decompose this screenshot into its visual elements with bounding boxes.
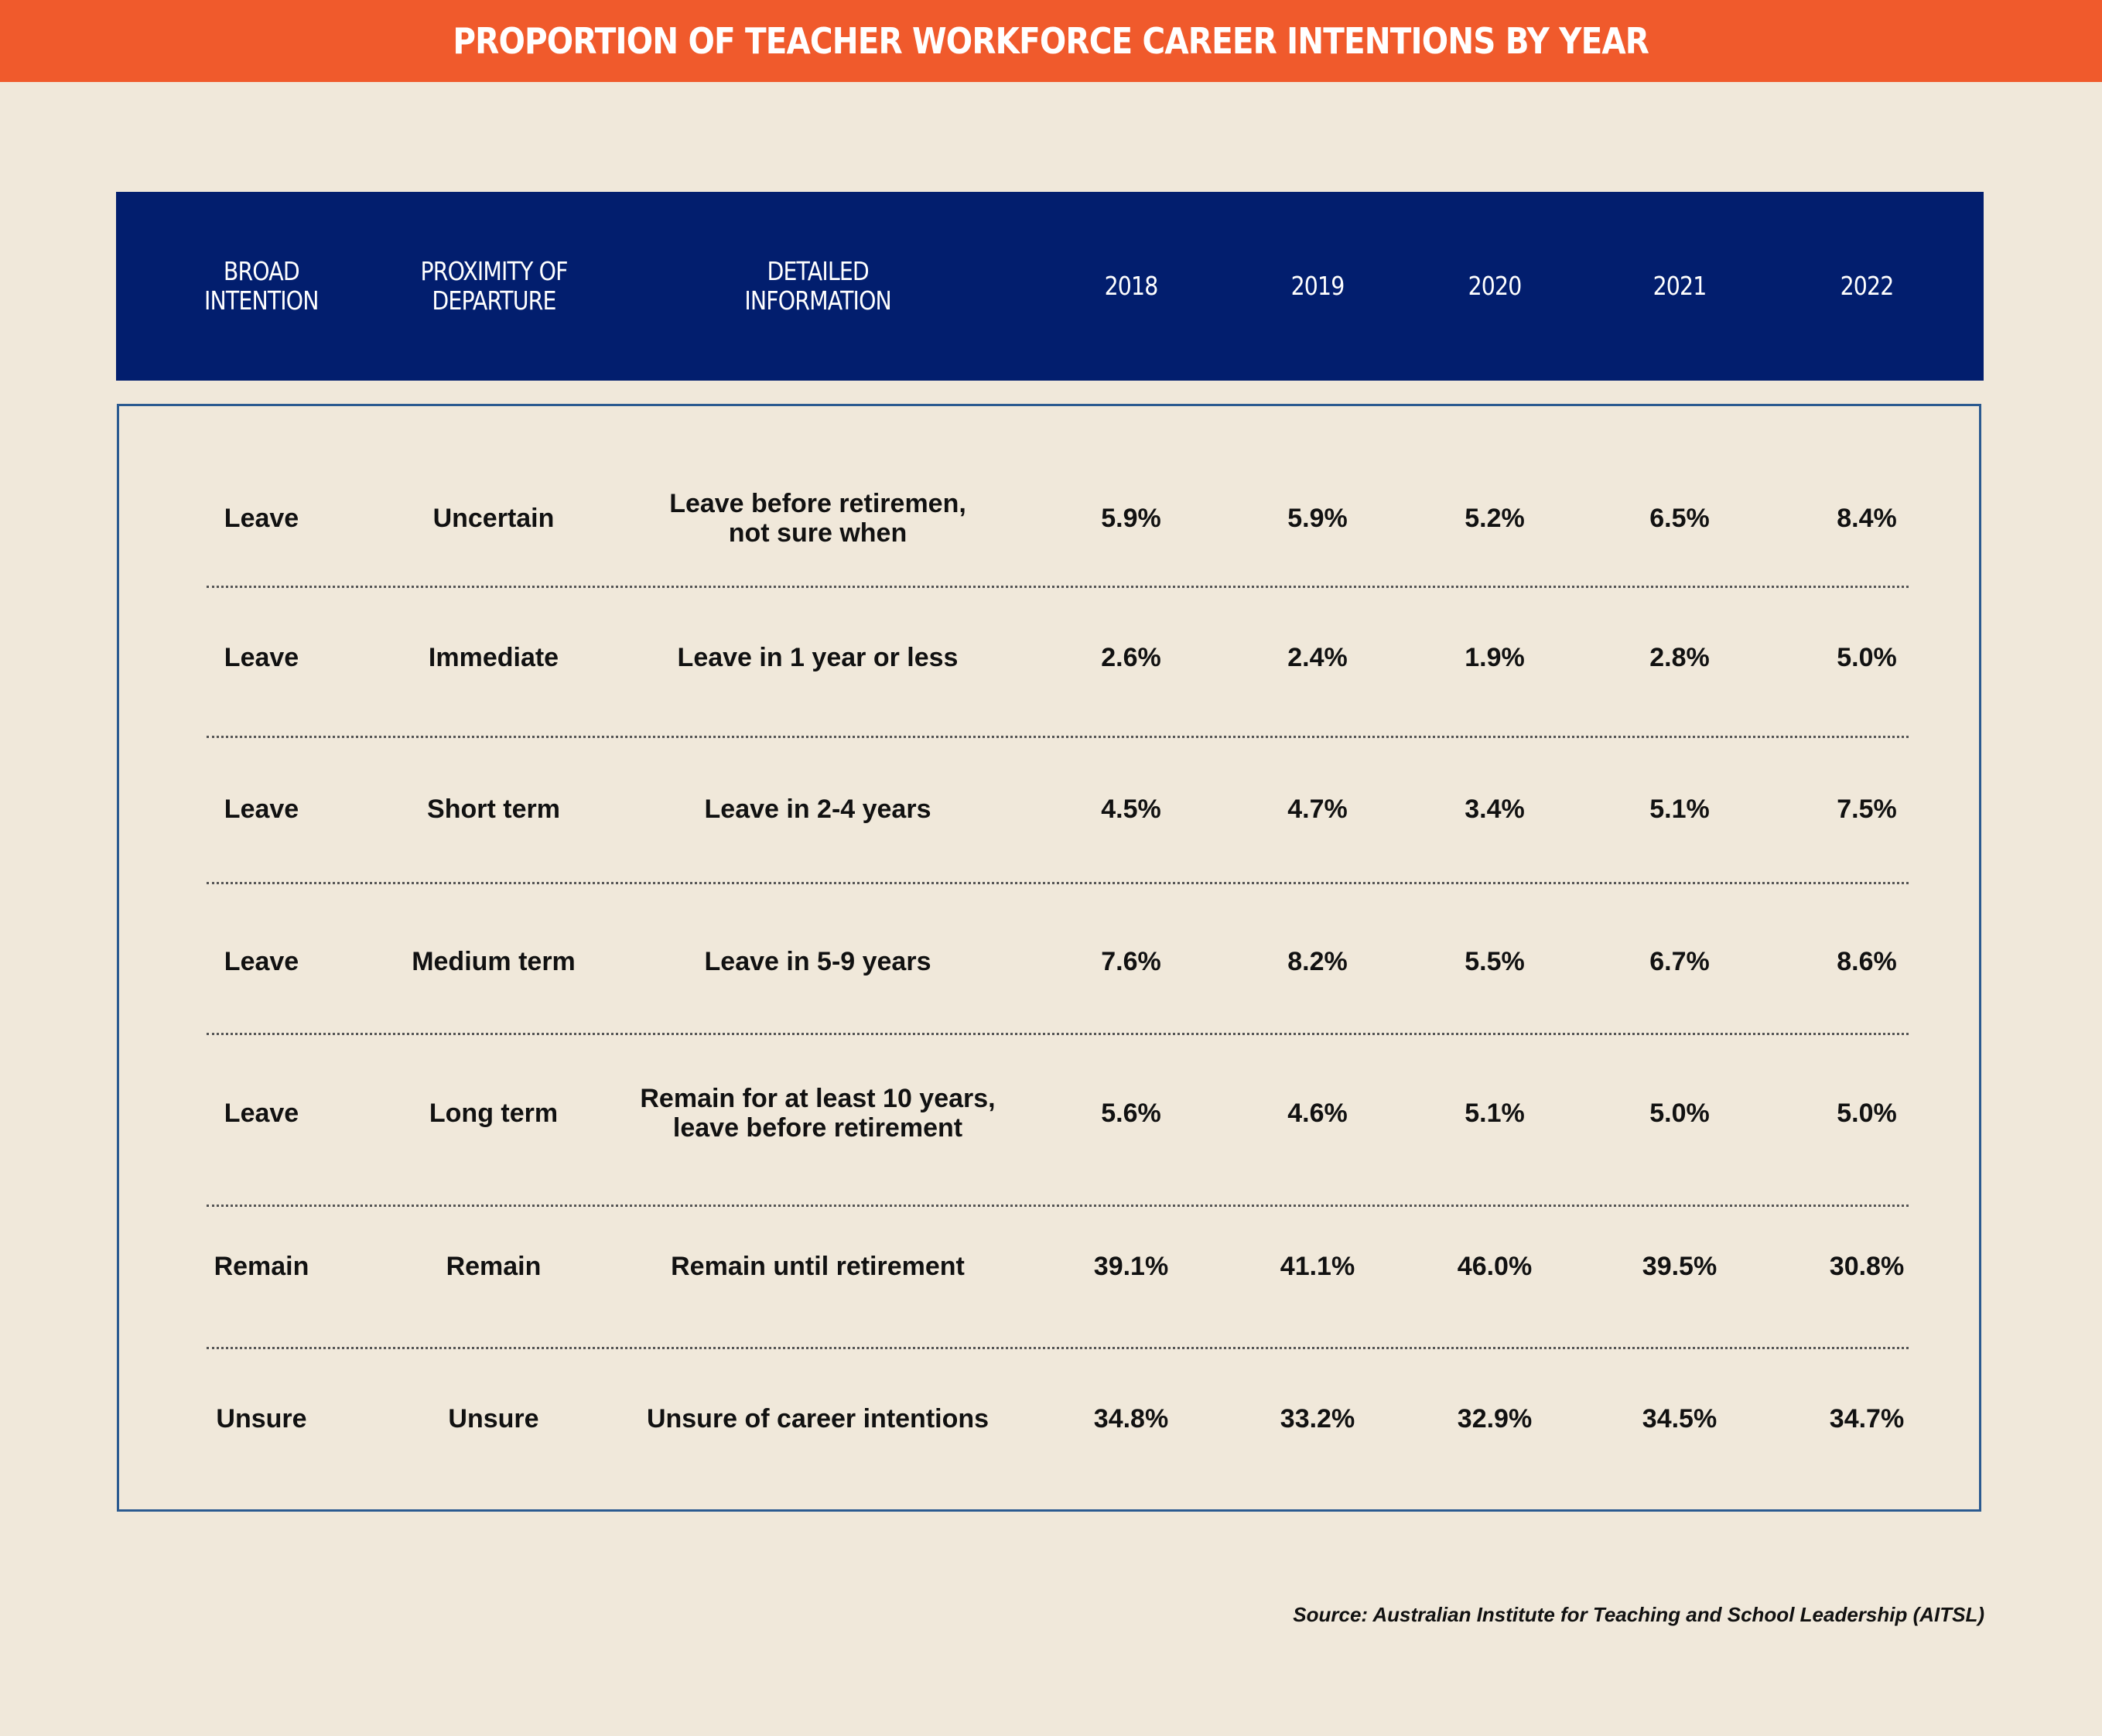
value-2018-cell: 5.6%: [1101, 1099, 1161, 1128]
value-2020-cell: 3.4%: [1465, 795, 1525, 824]
row-divider: [207, 882, 1909, 884]
value-2022-cell: 34.7%: [1829, 1404, 1905, 1434]
broad-intention-cell: Leave: [224, 947, 299, 976]
broad-intention-cell: Leave: [224, 795, 299, 824]
broad-intention-cell: Leave: [224, 1099, 299, 1128]
value-2018-cell: 2.6%: [1101, 643, 1161, 672]
broad-intention-cell: Unsure: [216, 1404, 307, 1434]
value-2019-cell: 33.2%: [1280, 1404, 1355, 1434]
value-2022-cell: 5.0%: [1837, 643, 1897, 672]
value-2019-cell: 41.1%: [1280, 1252, 1355, 1281]
proximity-cell: Long term: [429, 1099, 559, 1128]
detailed-info-cell: Remain for at least 10 years, leave before retirement: [640, 1084, 996, 1143]
proximity-cell: Uncertain: [432, 504, 555, 533]
proximity-cell: Immediate: [428, 643, 559, 672]
value-2022-cell: 7.5%: [1837, 795, 1897, 824]
header-year-2022: 2022: [1840, 271, 1894, 301]
header-year-2020: 2020: [1468, 271, 1522, 301]
value-2018-cell: 39.1%: [1093, 1252, 1169, 1281]
value-2022-cell: 5.0%: [1837, 1099, 1897, 1128]
value-2021-cell: 39.5%: [1642, 1252, 1717, 1281]
row-divider: [207, 1205, 1909, 1207]
value-2022-cell: 8.4%: [1837, 504, 1897, 533]
value-2021-cell: 5.0%: [1649, 1099, 1710, 1128]
broad-intention-cell: Leave: [224, 504, 299, 533]
proximity-cell: Remain: [446, 1252, 542, 1281]
broad-intention-cell: Remain: [214, 1252, 309, 1281]
row-divider: [207, 1033, 1909, 1035]
header-proximity: PROXIMITY OF DEPARTURE: [419, 256, 568, 316]
header-broad-intention: BROAD INTENTION: [204, 256, 319, 316]
value-2021-cell: 6.5%: [1649, 504, 1710, 533]
title-bar: [0, 0, 2102, 82]
value-2018-cell: 5.9%: [1101, 504, 1161, 533]
value-2019-cell: 8.2%: [1287, 947, 1348, 976]
detailed-info-cell: Remain until retirement: [671, 1252, 965, 1281]
header-year-2019: 2019: [1290, 271, 1345, 301]
row-divider: [207, 736, 1909, 738]
header-detailed-info: DETAILED INFORMATION: [744, 256, 891, 316]
value-2021-cell: 5.1%: [1649, 795, 1710, 824]
proximity-cell: Unsure: [448, 1404, 539, 1434]
value-2018-cell: 7.6%: [1101, 947, 1161, 976]
value-2019-cell: 4.6%: [1287, 1099, 1348, 1128]
value-2021-cell: 6.7%: [1649, 947, 1710, 976]
value-2020-cell: 46.0%: [1457, 1252, 1533, 1281]
value-2020-cell: 5.5%: [1465, 947, 1525, 976]
detailed-info-cell: Leave in 5-9 years: [704, 947, 931, 976]
detailed-info-cell: Leave before retiremen, not sure when: [669, 489, 966, 548]
chart-title: PROPORTION OF TEACHER WORKFORCE CAREER INTENTIONS BY YEAR: [453, 20, 1649, 62]
proximity-cell: Medium term: [412, 947, 576, 976]
value-2020-cell: 32.9%: [1457, 1404, 1533, 1434]
value-2022-cell: 30.8%: [1829, 1252, 1905, 1281]
detailed-info-cell: Leave in 2-4 years: [704, 795, 931, 824]
proximity-cell: Short term: [427, 795, 560, 824]
value-2019-cell: 4.7%: [1287, 795, 1348, 824]
value-2022-cell: 8.6%: [1837, 947, 1897, 976]
detailed-info-cell: Unsure of career intentions: [646, 1404, 989, 1434]
value-2020-cell: 1.9%: [1465, 643, 1525, 672]
value-2018-cell: 4.5%: [1101, 795, 1161, 824]
value-2019-cell: 2.4%: [1287, 643, 1348, 672]
header-year-2021: 2021: [1653, 271, 1707, 301]
value-2020-cell: 5.2%: [1465, 504, 1525, 533]
value-2019-cell: 5.9%: [1287, 504, 1348, 533]
value-2020-cell: 5.1%: [1465, 1099, 1525, 1128]
row-divider: [207, 1347, 1909, 1349]
source-note: Source: Australian Institute for Teaching and School Leadership (AITSL): [1293, 1603, 1984, 1626]
value-2021-cell: 2.8%: [1649, 643, 1710, 672]
row-divider: [207, 586, 1909, 588]
broad-intention-cell: Leave: [224, 643, 299, 672]
table-header: [116, 192, 1984, 381]
detailed-info-cell: Leave in 1 year or less: [677, 643, 959, 672]
header-year-2018: 2018: [1104, 271, 1158, 301]
value-2018-cell: 34.8%: [1093, 1404, 1169, 1434]
value-2021-cell: 34.5%: [1642, 1404, 1717, 1434]
